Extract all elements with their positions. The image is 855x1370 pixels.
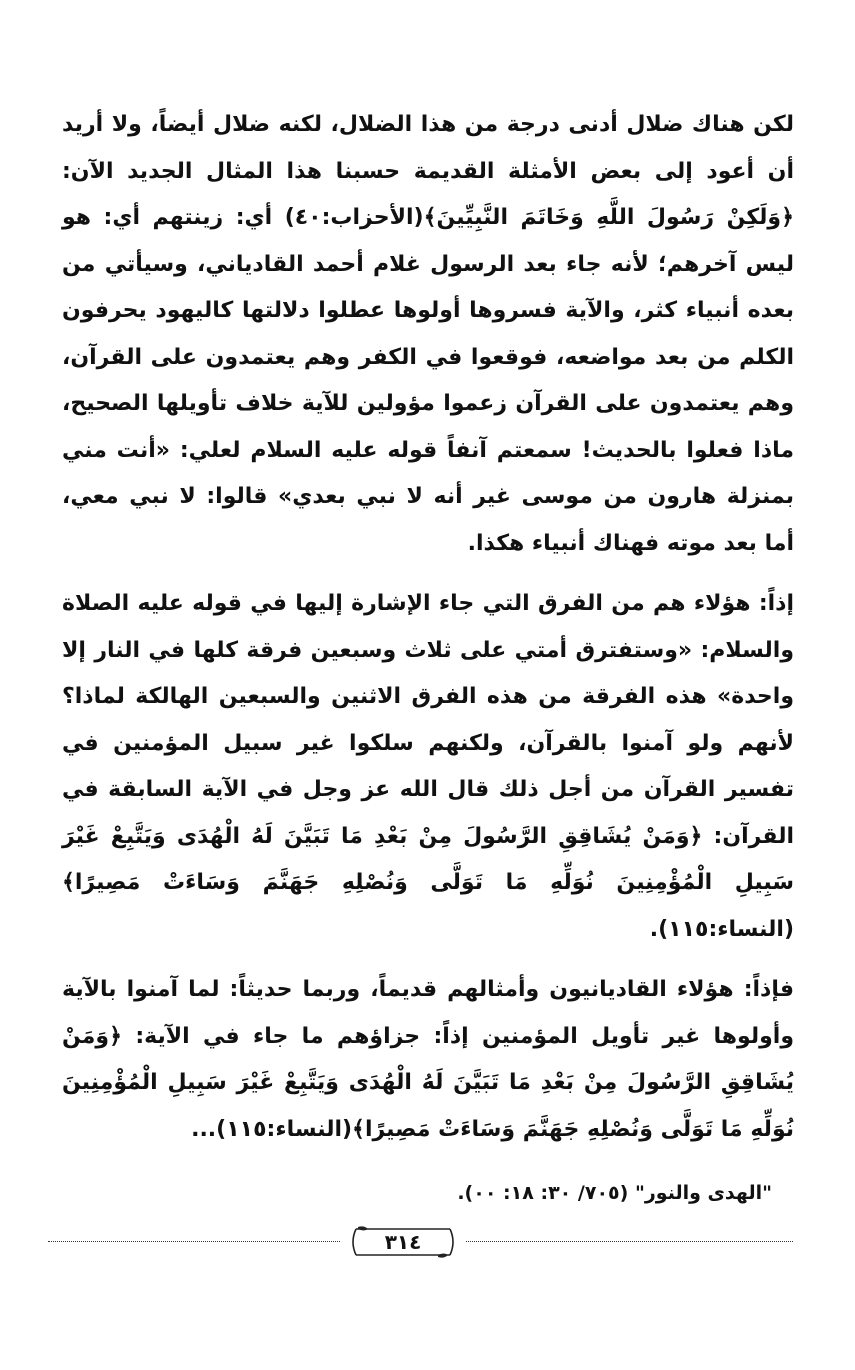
paragraph-2: إذاً: هؤلاء هم من الفرق التي جاء الإشارة إليها في قوله عليه الصلاة والسلام: «وستفترق أمتي على ثلاث وسبعين فرقة كلها في النار إلا واحدة» هذه الفرقة من هذه الفرق الاثنين والسبعين الهالكة لماذا؟ لأنهم ولو آمنوا بالقرآن، ولكنهم سلكوا غير سبيل المؤمنين في تفسير القرآن من أجل ذلك قال الله عز وجل في الآية السابقة في القرآن: ﴿وَمَنْ يُشَاقِقِ الرَّسُولَ مِنْ بَعْدِ مَا تَبَيَّنَ لَهُ الْهُدَى وَيَتَّبِعْ غَيْرَ سَبِيلِ الْمُؤْمِنِينَ نُوَلِّهِ مَا تَوَلَّى وَنُصْلِهِ جَهَنَّمَ وَسَاءَتْ مَصِيرًا﴾(النساء:١١٥). xyxy=(62,591,794,942)
footer-rule-right xyxy=(466,1241,793,1242)
source-citation: "الهدى والنور" (٧٠٥/ ٣٠: ١٨: ٠٠). xyxy=(457,1182,772,1204)
page-footer xyxy=(48,1225,793,1285)
paragraph-3: فإذاً: هؤلاء القاديانيون وأمثالهم قديماً، وربما حديثاً: لما آمنوا بالآية وأولوها غير تأويل المؤمنين إذاً: جزاؤهم ما جاء في الآية: ﴿وَمَنْ يُشَاقِقِ الرَّسُولَ مِنْ بَعْدِ مَا تَبَيَّنَ لَهُ الْهُدَى وَيَتَّبِعْ غَيْرَ سَبِيلِ الْمُؤْمِنِينَ نُوَلِّهِ مَا تَوَلَّى وَنُصْلِهِ جَهَنَّمَ وَسَاءَتْ مَصِيرًا﴾(النساء:١١٥)... xyxy=(62,977,794,1142)
paragraph-1: لكن هناك ضلال أدنى درجة من هذا الضلال، لكنه ضلال أيضاً، ولا أريد أن أعود إلى بعض الأمثلة القديمة حسبنا هذا المثال الجديد الآن: ﴿وَلَكِنْ رَسُولَ اللَّهِ وَخَاتَمَ النَّبِيِّينَ﴾(الأحزاب:٤٠) أي: زينتهم أي: هو ليس آخرهم؛ لأنه جاء بعد الرسول غلام أحمد القادياني، وسيأتي من بعده أنبياء كثر، والآية فسروها أولوها عطلوا دلالتها كاليهود يحرفون الكلم من بعد مواضعه، فوقعوا في الكفر وهم يعتمدون على القرآن، وهم يعتمدون على القرآن زعموا مؤولين للآية خلاف تأويلها الصحيح، ماذا فعلوا بالحديث! سمعتم آنفاً قوله عليه السلام لعلي: «أنت مني بمنزلة هارون من موسى غير أنه لا نبي بعدي» قالوا: لا نبي معي، أما بعد موته فهناك أنبياء هكذا. xyxy=(62,112,794,556)
page-number-frame xyxy=(348,1225,458,1259)
page-body xyxy=(62,102,794,1211)
footer-rule-left xyxy=(48,1241,340,1242)
page-number: ٣١٤ xyxy=(384,1230,422,1254)
